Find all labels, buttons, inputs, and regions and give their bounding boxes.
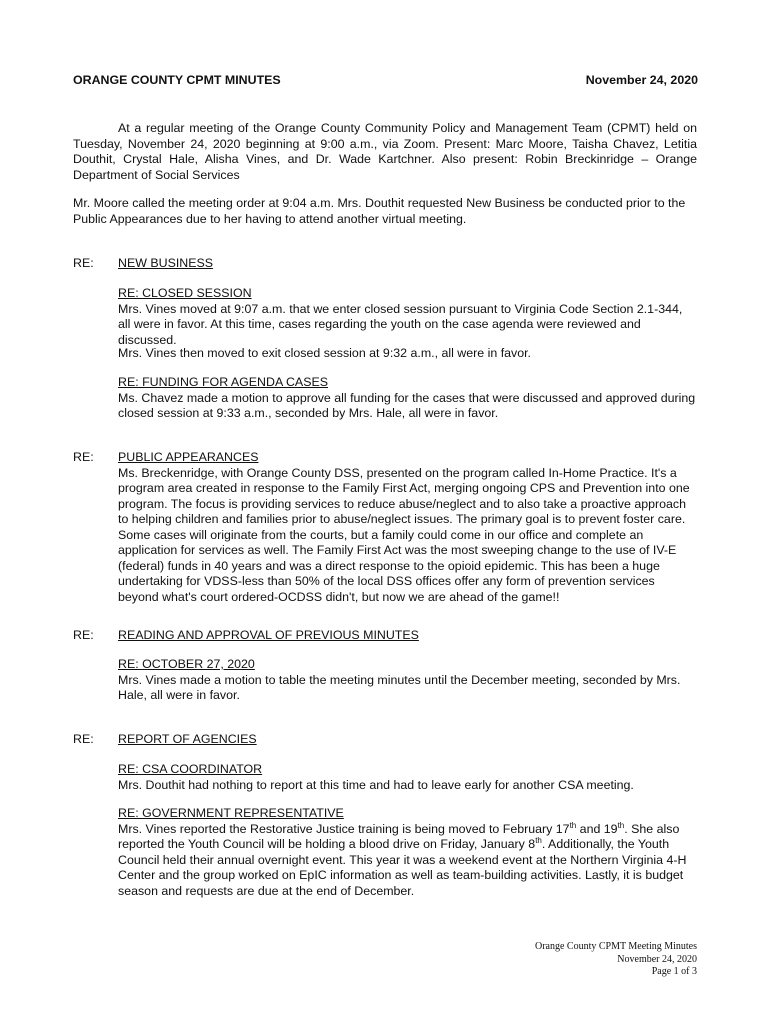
october-minutes-heading: RE: OCTOBER 27, 2020 bbox=[118, 657, 255, 671]
document-title: ORANGE COUNTY CPMT MINUTES bbox=[73, 73, 281, 87]
intro-paragraph: At a regular meeting of the Orange County Community Policy and Management Team (CPMT) held on Tuesday, November 24, 2020 beginning at 9:00 a.m., via Zoom. Present: Marc Moore, Taisha Chavez, Letitia Douthit, Crystal Hale, Alisha Vines, and Dr. Wade Kartchner. Also present: Robin Breckinridge – Orange Department of Social Services bbox=[73, 121, 697, 182]
document-date: November 24, 2020 bbox=[585, 73, 698, 87]
funding-text: Ms. Chavez made a motion to approve all funding for the cases that were discussed and approved during closed session at 9:33 a.m., seconded by Mrs. Hale, all were in favor. bbox=[118, 390, 696, 420]
previous-minutes-heading: READING AND APPROVAL OF PREVIOUS MINUTES bbox=[118, 628, 419, 642]
report-of-agencies-heading: REPORT OF AGENCIES bbox=[118, 732, 257, 746]
public-appearances-text: Ms. Breckenridge, with Orange County DSS, presented on the program called In-Home Practice. It's a program area created in response to the Family First Act, merging ongoing CPS and Prevention into one program. The focus is providing services to reduce abuse/neglect and to also take a proactive approach to helping children and families prior to abuse/neglect issues. The primary goal is to prevent foster care. Some cases will originate from the courts, but a family could come in our office and complete an application for services as well. The Family First Act was the most sweeping change to the use of IV-E (federal) funds in 40 years and was a direct response to the opioid epidemic. This has been a huge undertaking for VDSS-less than 50% of the local DSS offices offer any form of prevention services beyond what's court ordered-OCDSS didn't, but now we are ahead of the game!! bbox=[118, 465, 690, 604]
footer-page-number: Page 1 of 3 bbox=[651, 966, 697, 977]
closed-session-heading: RE: CLOSED SESSION bbox=[118, 286, 252, 300]
exit-closed-session-text: Mrs. Vines then moved to exit closed session at 9:32 a.m., all were in favor. bbox=[118, 346, 531, 360]
re-label: RE: bbox=[73, 732, 94, 746]
new-business-heading: NEW BUSINESS bbox=[118, 256, 214, 270]
public-appearances-heading: PUBLIC APPEARANCES bbox=[118, 450, 259, 464]
footer-date: November 24, 2020 bbox=[617, 953, 697, 965]
footer-title: Orange County CPMT Meeting Minutes bbox=[534, 941, 697, 952]
call-to-order-paragraph: Mr. Moore called the meeting order at 9:04 a.m. Mrs. Douthit requested New Business be conducted prior to the Public Appearances due to her having to attend another virtual meeting. bbox=[73, 196, 686, 226]
government-representative-heading: RE: GOVERNMENT REPRESENTATIVE bbox=[118, 806, 344, 820]
funding-heading: RE: FUNDING FOR AGENDA CASES bbox=[118, 375, 328, 389]
re-label: RE: bbox=[73, 450, 94, 464]
october-minutes-text: Mrs. Vines made a motion to table the meeting minutes until the December meeting, seconded by Mrs. Hale, all were in favor. bbox=[118, 672, 681, 702]
csa-coordinator-text: Mrs. Douthit had nothing to report at this time and had to leave early for another CSA meeting. bbox=[118, 777, 634, 792]
closed-session-text: Mrs. Vines moved at 9:07 a.m. that we enter closed session pursuant to Virginia Code Section 2.1-344, all were in favor. At this time, cases regarding the youth on the case agenda were reviewed and discussed. bbox=[118, 301, 683, 347]
re-label: RE: bbox=[73, 628, 94, 642]
government-representative-text: Mrs. Vines reported the Restorative Justice training is being moved to February 17th and 19th. She also reported the Youth Council will be holding a blood drive on Friday, January 8th. Additionally, the Youth Council held their annual overnight event. This year it was a weekend event at the Northern Virginia 4-H Center and the group worked on EpIC information as well as team-building activities. Lastly, it is budget season and requests are due at the end of December. bbox=[118, 820, 687, 898]
page-footer bbox=[535, 941, 697, 979]
re-label: RE: bbox=[73, 256, 94, 270]
csa-coordinator-heading: RE: CSA COORDINATOR bbox=[118, 762, 263, 776]
